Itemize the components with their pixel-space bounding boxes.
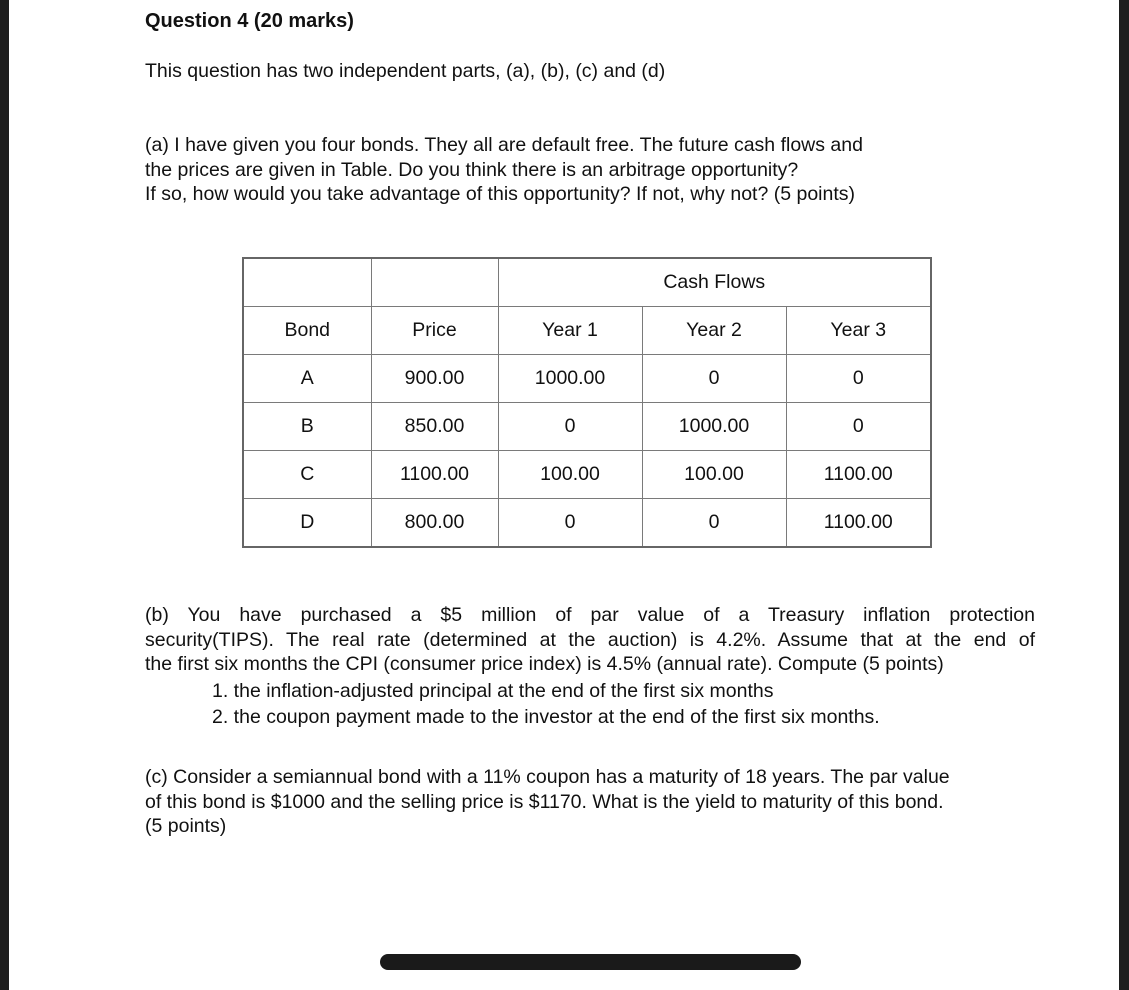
year-3-cell: 0 xyxy=(786,403,931,451)
part-b-paragraph xyxy=(145,603,1035,730)
question-intro: This question has two independent parts, (a), (b), (c) and (d) xyxy=(145,60,666,82)
year-1-cell: 100.00 xyxy=(498,451,642,499)
table-header-row xyxy=(243,307,931,355)
part-b-list-item: 2. the coupon payment made to the investor at the end of the first six months. xyxy=(212,706,880,728)
table-row xyxy=(243,403,931,451)
part-a-line: If so, how would you take advantage of this opportunity? If not, why not? (5 points) xyxy=(145,183,856,205)
part-a-line: (a) I have given you four bonds. They all are default free. The future cash flows and xyxy=(145,134,863,156)
part-b-line: the first six months the CPI (consumer price index) is 4.5% (annual rate). Compute (5 points) xyxy=(145,653,944,675)
bond-cell: B xyxy=(243,403,371,451)
home-indicator-bar[interactable] xyxy=(380,954,801,970)
table-blank-cell xyxy=(371,258,498,307)
year-1-cell: 1000.00 xyxy=(498,355,642,403)
price-cell: 900.00 xyxy=(371,355,498,403)
year-2-cell: 1000.00 xyxy=(642,403,786,451)
cash-flows-group-header: Cash Flows xyxy=(498,258,931,307)
year-3-cell: 1100.00 xyxy=(786,499,931,548)
bond-cash-flow-table xyxy=(242,257,932,548)
year-1-cell: 0 xyxy=(498,499,642,548)
part-a-paragraph xyxy=(145,133,975,207)
price-cell: 800.00 xyxy=(371,499,498,548)
year-2-cell: 0 xyxy=(642,499,786,548)
table-row xyxy=(243,451,931,499)
part-c-line: of this bond is $1000 and the selling price is $1170. What is the yield to maturity of this bond. xyxy=(145,790,944,813)
price-cell: 1100.00 xyxy=(371,451,498,499)
column-header-year-2: Year 2 xyxy=(642,307,786,355)
part-b-line: security(TIPS). The real rate (determined at the auction) is 4.2%. Assume that at the end of xyxy=(145,628,1035,651)
table-row xyxy=(243,499,931,548)
left-edge-bar xyxy=(0,0,9,990)
year-1-cell: 0 xyxy=(498,403,642,451)
part-c-line: (c) Consider a semiannual bond with a 11% coupon has a maturity of 18 years. The par value xyxy=(145,766,950,788)
table-group-header-row xyxy=(243,258,931,307)
year-2-cell: 100.00 xyxy=(642,451,786,499)
year-2-cell: 0 xyxy=(642,355,786,403)
question-title: Question 4 (20 marks) xyxy=(145,10,354,32)
column-header-bond: Bond xyxy=(243,307,371,355)
part-c-line: (5 points) xyxy=(145,815,227,837)
table-row xyxy=(243,355,931,403)
price-cell: 850.00 xyxy=(371,403,498,451)
column-header-year-3: Year 3 xyxy=(786,307,931,355)
bond-cell: D xyxy=(243,499,371,548)
column-header-price: Price xyxy=(371,307,498,355)
bond-cell: C xyxy=(243,451,371,499)
table-blank-cell xyxy=(243,258,371,307)
year-3-cell: 0 xyxy=(786,355,931,403)
part-a-line: the prices are given in Table. Do you think there is an arbitrage opportunity? xyxy=(145,158,799,181)
part-b-line: (b) You have purchased a $5 million of par value of a Treasury inflation protection xyxy=(145,604,1035,626)
year-3-cell: 1100.00 xyxy=(786,451,931,499)
part-c-paragraph xyxy=(145,765,1045,839)
column-header-year-1: Year 1 xyxy=(498,307,642,355)
bond-cell: A xyxy=(243,355,371,403)
right-edge-bar xyxy=(1119,0,1129,990)
part-b-list-item: 1. the inflation-adjusted principal at the end of the first six months xyxy=(212,679,774,702)
